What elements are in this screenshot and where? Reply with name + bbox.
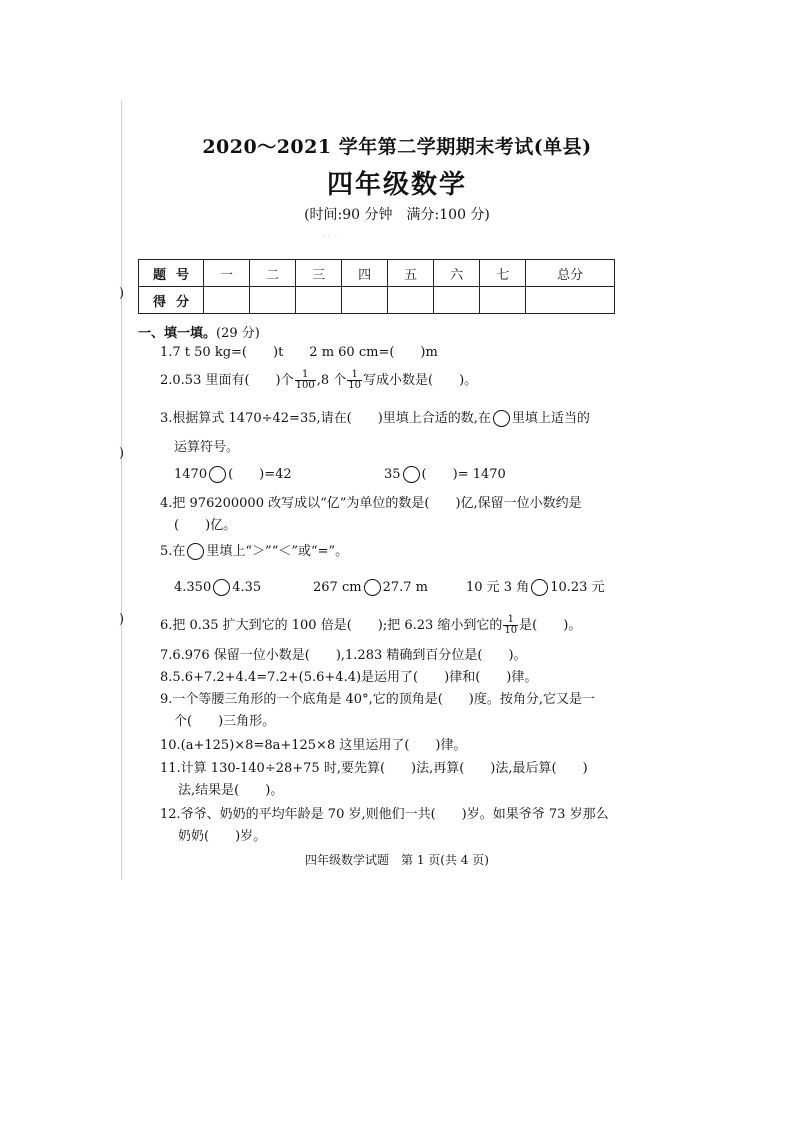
score-table-column: 三 [296, 260, 342, 287]
fraction-denominator: 100 [295, 380, 315, 391]
score-cell[interactable] [296, 287, 342, 314]
fraction-one-tenth [347, 370, 362, 391]
compare-circle[interactable] [213, 579, 230, 596]
question-3-equation-2 [384, 466, 506, 484]
question-3-line-2: 运算符号。 [174, 440, 240, 455]
equation-operand: 35 [384, 467, 401, 482]
comparison-left: 267 cm [313, 580, 362, 595]
comparison-right: 4.35 [232, 580, 262, 595]
scan-specks: · · · [322, 232, 338, 241]
score-cell[interactable] [526, 287, 615, 314]
question-11-line-1: 11.计算 130-140÷28+75 时,要先算( )法,再算( )法,最后算( ) [160, 761, 588, 776]
question-3-text-a: 3.根据算式 1470÷42=35,请在( )里填上合适的数,在 [160, 411, 491, 426]
question-4-line-2: ( )亿。 [174, 518, 237, 533]
score-cell[interactable] [434, 287, 480, 314]
fraction-one-hundredth [295, 370, 316, 391]
section-points: (29 分) [216, 326, 260, 341]
score-table-column: 七 [480, 260, 526, 287]
question-3-text-b: 里填上适当的 [511, 411, 590, 426]
comparison-1 [174, 579, 261, 597]
compare-circle[interactable] [531, 579, 548, 596]
fraction-one-tenth [503, 615, 518, 636]
score-table-label: 得分 [139, 287, 204, 314]
equation-rest: ( )=42 [228, 467, 292, 482]
question-2-text-a: 2.0.53 里面有( )个 [160, 373, 294, 388]
score-table-column: 四 [342, 260, 388, 287]
question-10: 10.(a+125)×8=8a+125×8 这里运用了( )律。 [160, 738, 467, 753]
score-cell[interactable] [480, 287, 526, 314]
score-cell[interactable] [388, 287, 434, 314]
score-table-column: 五 [388, 260, 434, 287]
comparison-3 [466, 579, 605, 597]
question-2 [160, 370, 477, 391]
equation-rest: ( )= 1470 [421, 467, 506, 482]
equation-operand: 1470 [174, 467, 208, 482]
question-3-equation-1 [174, 466, 292, 484]
section-title: 一、填一填。 [138, 326, 217, 341]
fraction-numerator: 1 [503, 615, 518, 626]
binding-mark: ) [119, 286, 125, 301]
question-6 [160, 615, 581, 636]
score-table-column: 一 [204, 260, 250, 287]
question-9-line-2: 个( )三角形。 [174, 714, 276, 729]
answer-circle [493, 410, 510, 427]
comparison-left: 10 元 3 角 [466, 580, 530, 595]
question-6-text-a: 6.把 0.35 扩大到它的 100 倍是( );把 6.23 缩小到它的 [160, 618, 503, 633]
compare-circle[interactable] [364, 579, 381, 596]
question-1: 1.7 t 50 kg=( )t 2 m 60 cm=( )m [160, 345, 438, 360]
question-12-line-1: 12.爷爷、奶奶的平均年龄是 70 岁,则他们一共( )岁。如果爷爷 73 岁那么 [160, 807, 609, 822]
score-table-score-row [139, 287, 615, 314]
question-2-text-b: ,8 个 [316, 373, 347, 388]
score-table [138, 259, 615, 314]
question-6-text-b: 是( )。 [519, 618, 582, 633]
score-cell[interactable] [342, 287, 388, 314]
question-3-line-1 [160, 410, 590, 428]
comparison-2 [313, 579, 428, 597]
question-5-text-a: 5.在 [160, 544, 186, 559]
fraction-numerator: 1 [295, 370, 316, 381]
question-7: 7.6.976 保留一位小数是( ),1.283 精确到百分位是( )。 [160, 648, 527, 663]
fraction-denominator: 10 [348, 380, 361, 391]
question-2-text-c: 写成小数是( )。 [363, 373, 478, 388]
question-5-intro [160, 543, 348, 561]
score-table-column: 总分 [526, 260, 615, 287]
score-table-header-row [139, 260, 615, 287]
comparison-left: 4.350 [174, 580, 212, 595]
question-5-text-b: 里填上“＞”“＜”或“=”。 [206, 544, 349, 559]
question-4-line-1: 4.把 976200000 改写成以“亿”为单位的数是( )亿,保留一位小数约是 [160, 496, 582, 511]
score-table-column: 六 [434, 260, 480, 287]
binding-mark: ) [119, 446, 125, 461]
page-footer: 四年级数学试题 第 1 页(共 4 页) [305, 853, 489, 867]
score-table-label: 题号 [139, 260, 204, 287]
operator-circle[interactable] [209, 466, 226, 483]
question-12-line-2: 奶奶( )岁。 [178, 829, 267, 844]
subject-title: 四年级数学 [326, 170, 467, 200]
comparison-right: 27.7 m [382, 580, 428, 595]
comparison-right: 10.23 元 [550, 580, 605, 595]
score-table-column: 二 [250, 260, 296, 287]
operator-circle[interactable] [403, 466, 420, 483]
fraction-numerator: 1 [347, 370, 362, 381]
binding-mark: ) [119, 612, 125, 627]
question-9-line-1: 9.一个等腰三角形的一个底角是 40°,它的顶角是( )度。按角分,它又是一 [160, 692, 595, 707]
question-11-line-2: 法,结果是( )。 [178, 783, 284, 798]
score-cell[interactable] [204, 287, 250, 314]
exam-title: 2020～2021 学年第二学期期末考试(单县) [202, 136, 592, 158]
fraction-denominator: 10 [504, 625, 518, 636]
section-heading [138, 322, 260, 341]
exam-time-score-info: (时间:90 分钟 满分:100 分) [304, 207, 490, 223]
score-cell[interactable] [250, 287, 296, 314]
answer-circle [187, 543, 204, 560]
question-8: 8.5.6+7.2+4.4=7.2+(5.6+4.4)是运用了( )律和( )律。 [160, 670, 538, 685]
